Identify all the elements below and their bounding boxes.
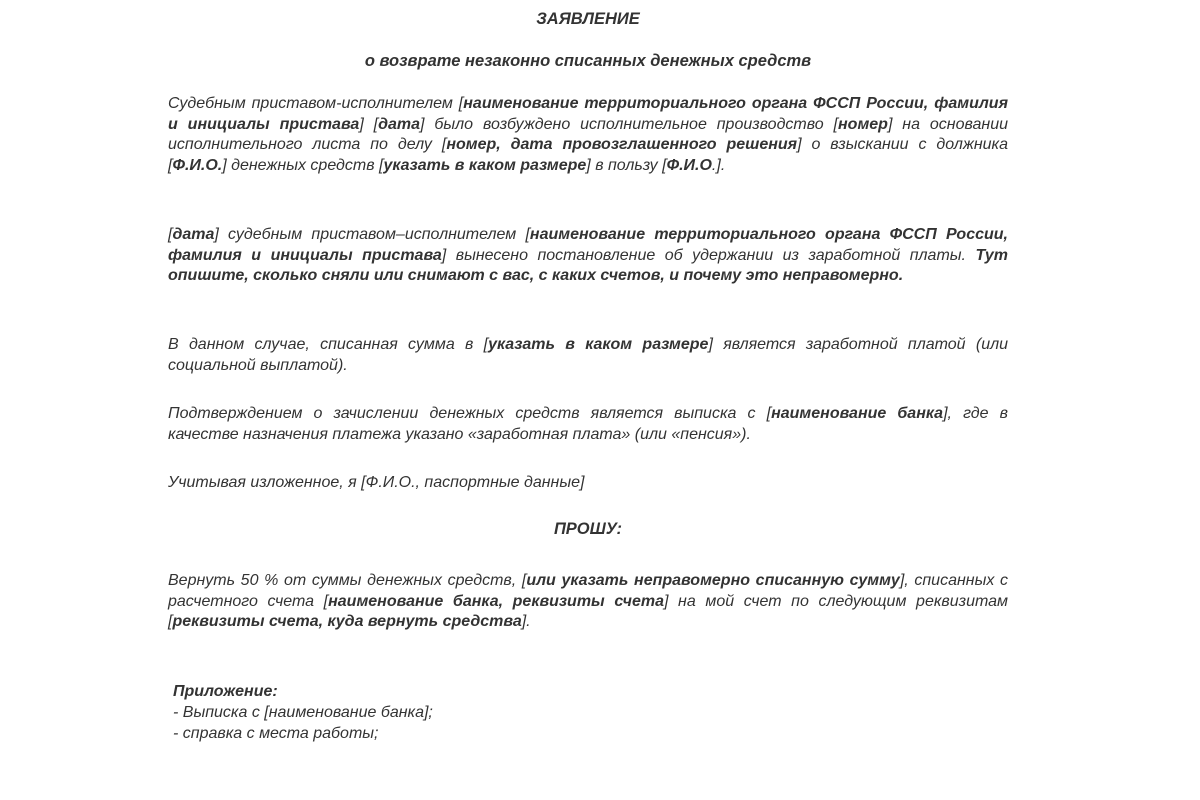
appendix-item: - справка с места работы;: [173, 725, 379, 742]
placeholder-text: номер: [838, 115, 888, 133]
paragraph-confirmation: [168, 404, 1008, 445]
placeholder-text: реквизиты счета, куда вернуть средства: [172, 613, 522, 630]
body-text: В данном случае, списанная сумма в [: [168, 336, 489, 353]
placeholder-text: наименование территориального органа ФССП России, фамилия и инициалы пристава: [168, 95, 1009, 133]
paragraph-request: [168, 571, 1008, 633]
paragraph-considering: [168, 473, 1008, 494]
paragraph-withholding: [168, 225, 1008, 287]
body-text: ] на основании исполнительного листа по делу [: [168, 115, 1009, 153]
placeholder-text: дата: [172, 226, 215, 243]
body-text: Учитывая изложенное, я [Ф.И.О., паспортные данные]: [168, 474, 585, 491]
body-text: ] вынесено постановление об удержании из заработной платы.: [441, 246, 976, 264]
placeholder-text: Тут опишите, сколько сняли или снимают с вас, с каких счетов, и почему это неправомерно.: [168, 246, 1008, 284]
placeholder-text: дата: [378, 115, 421, 133]
body-text: .].: [711, 156, 726, 174]
body-text: Судебным приставом-исполнителем [: [168, 95, 464, 112]
body-text: ] денежных средств [: [222, 156, 384, 174]
body-text: ] о взыскании с должника [: [168, 136, 1009, 174]
paragraph-initiation: [168, 94, 1008, 176]
body-text: ].: [521, 613, 531, 630]
document-subtitle: о возврате незаконно списанных денежных средств: [364, 52, 812, 70]
placeholder-text: наименование банка: [771, 405, 944, 422]
appendix-heading: Приложение:: [173, 683, 278, 700]
placeholder-text: указать в каком размере: [488, 336, 709, 353]
placeholder-text: указать в каком размере: [383, 156, 587, 174]
placeholder-text: Ф.И.О.: [172, 156, 223, 174]
placeholder-text: Ф.И.О: [666, 156, 712, 174]
body-text: ], списанных с расчетного счета [: [168, 572, 1009, 610]
appendix: [173, 681, 873, 744]
body-text: Вернуть 50 % от суммы денежных средств, [: [168, 572, 527, 589]
placeholder-text: наименование территориального органа ФССП России, фамилия и инициалы пристава: [168, 226, 1008, 264]
paragraph-amount: [168, 335, 1008, 376]
document-title: ЗАЯВЛЕНИЕ: [536, 10, 640, 28]
body-text: ], где в качестве назначения платежа указано «заработная плата» (или «пенсия»).: [168, 405, 1008, 443]
body-text: [: [168, 226, 173, 243]
placeholder-text: наименование банка, реквизиты счета: [328, 592, 664, 610]
request-heading: ПРОШУ:: [553, 520, 623, 538]
body-text: ] на мой счет по следующим реквизитам [: [168, 592, 1008, 630]
appendix-item: - Выписка с [наименование банка];: [173, 704, 433, 721]
body-text: ] является заработной платой (или социальной выплатой).: [168, 336, 1009, 374]
body-text: ] судебным приставом–исполнителем [: [214, 226, 530, 243]
body-text: ] в пользу [: [586, 156, 667, 174]
body-text: ] [: [359, 115, 379, 133]
placeholder-text: или указать неправомерно списанную сумму: [526, 572, 900, 589]
placeholder-text: номер, дата провозглашенного решения: [446, 136, 798, 153]
body-text: Подтверждением о зачислении денежных средств является выписка с [: [168, 405, 772, 422]
body-text: ] было возбуждено исполнительное производство [: [420, 115, 838, 133]
